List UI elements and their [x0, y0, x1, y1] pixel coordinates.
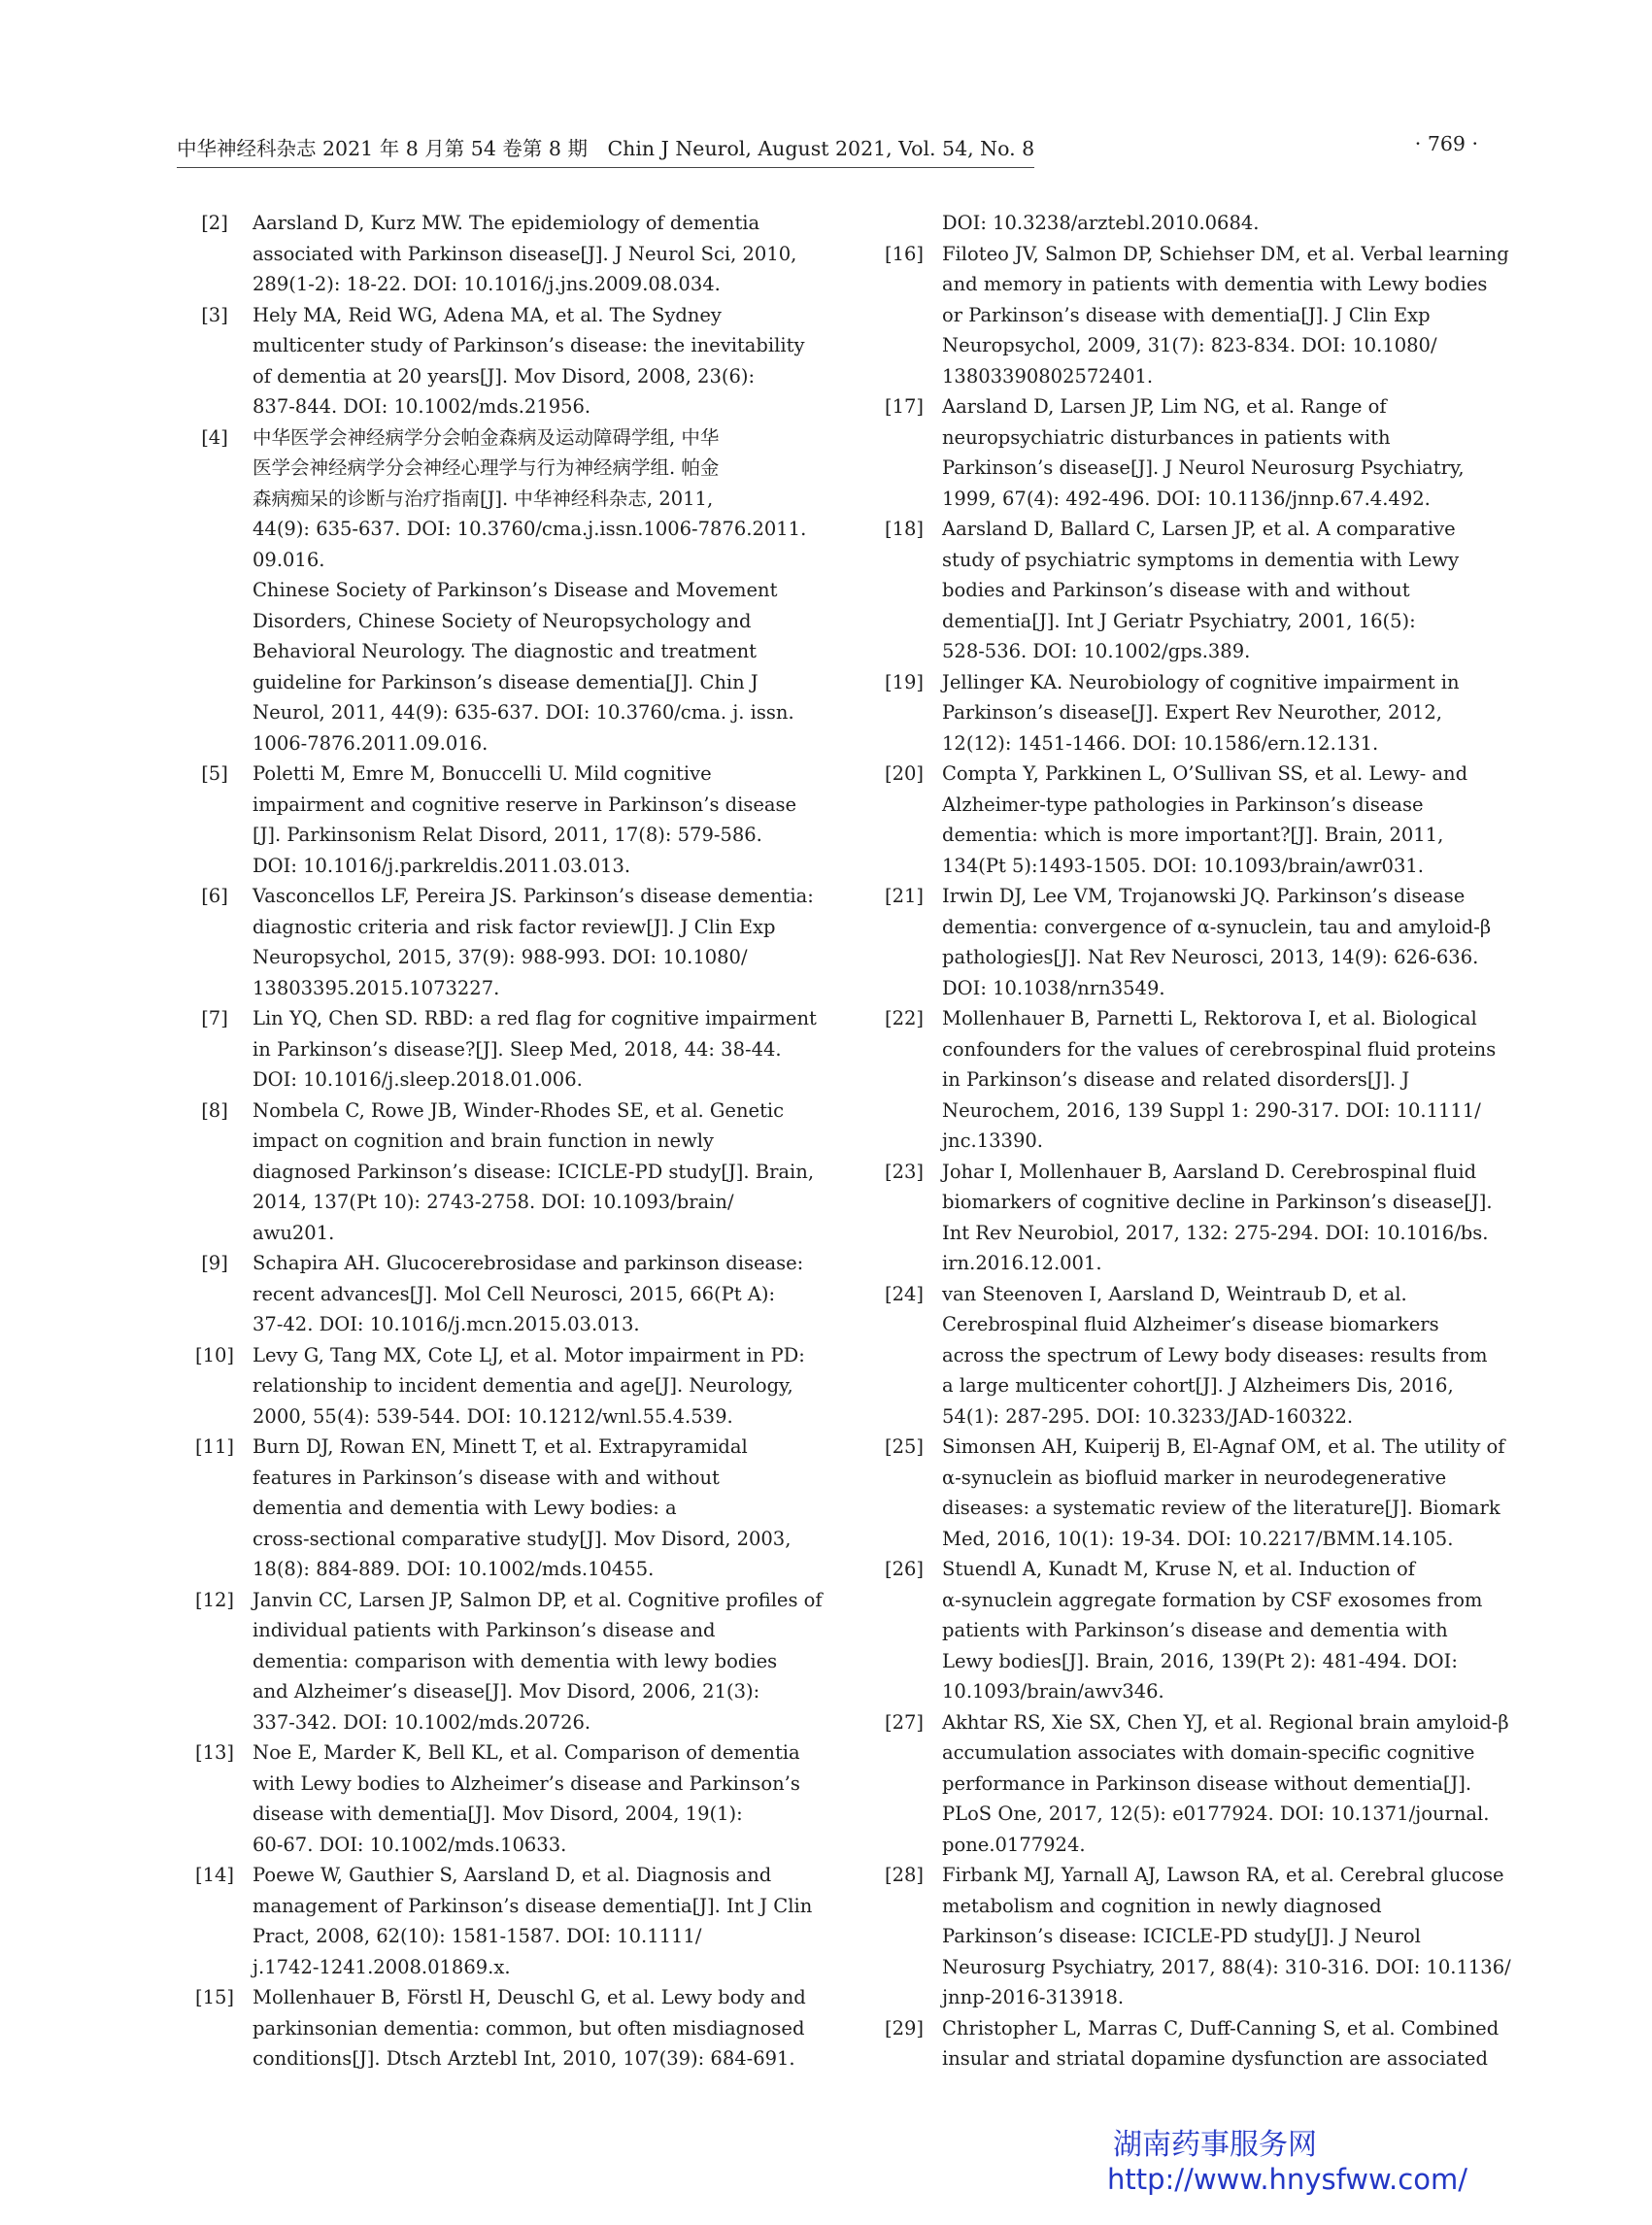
reference-line: Parkinson’s disease[J]. J Neurol Neurosurg Psychiatry,: [942, 456, 1465, 479]
reference-line: a large multicenter cohort[J]. J Alzheimers Dis, 2016,: [942, 1374, 1454, 1397]
reference-text: [253, 1340, 805, 1433]
reference-number: [6]: [201, 885, 228, 907]
reference-line: 54(1): 287-295. DOI: 10.3233/JAD-160322.: [942, 1404, 1354, 1428]
reference-line: 09.016.: [253, 548, 325, 571]
reference-line: features in Parkinson’s disease with and without: [253, 1466, 720, 1489]
reference-line: Aarsland D, Kurz MW. The epidemiology of dementia: [253, 212, 760, 234]
reference-line: 837-844. DOI: 10.1002/mds.21956.: [253, 395, 591, 418]
reference-line: Poewe W, Gauthier S, Aarsland D, et al. Diagnosis and: [253, 1864, 772, 1886]
reference-text: [253, 881, 814, 1003]
reference-line: 中华医学会神经病学分会帕金森病及运动障碍学组, 中华: [253, 425, 720, 449]
reference-line: Levy G, Tang MX, Cote LJ, et al. Motor impairment in PD:: [253, 1343, 805, 1366]
reference-entry: [177, 1340, 886, 1433]
reference-text: [942, 881, 1491, 1003]
reference-line: of dementia at 20 years[J]. Mov Disord, 2008, 23(6):: [253, 364, 756, 388]
reference-line: Med, 2016, 10(1): 19-34. DOI: 10.2217/BMM.14.105.: [942, 1527, 1454, 1550]
reference-number: [14]: [194, 1864, 235, 1886]
page-number: · 769 ·: [1414, 132, 1478, 155]
reference-line: j.1742-1241.2008.01869.x.: [253, 1955, 511, 1978]
reference-line: Akhtar RS, Xie SX, Chen YJ, et al. Regional brain amyloid-β: [942, 1710, 1509, 1734]
reference-entry: [866, 881, 1575, 1003]
reference-line: van Steenoven I, Aarsland D, Weintraub D, et al.: [942, 1282, 1407, 1305]
reference-line: Pract, 2008, 62(10): 1581-1587. DOI: 10.1111/: [253, 1925, 702, 1947]
reference-line: Neurochem, 2016, 139 Suppl 1: 290-317. DOI: 10.1111/: [942, 1098, 1481, 1122]
reference-line: guideline for Parkinson’s disease dementia[J]. Chin J: [253, 670, 759, 693]
reference-line: in Parkinson’s disease?[J]. Sleep Med, 2018, 44: 38-44.: [253, 1037, 782, 1061]
reference-line: parkinsonian dementia: common, but often misdiagnosed: [253, 2016, 805, 2040]
reference-line: 1006-7876.2011.09.016.: [253, 731, 489, 755]
reference-number: [28]: [884, 1864, 925, 1886]
reference-line: impact on cognition and brain function in newly: [253, 1129, 714, 1152]
reference-text: [942, 1279, 1487, 1433]
reference-entry: [866, 208, 1575, 239]
reference-line: across the spectrum of Lewy body diseases: results from: [942, 1343, 1488, 1366]
reference-number: [7]: [201, 1007, 228, 1029]
reference-number: [8]: [201, 1098, 228, 1122]
reference-line: jnc.13390.: [942, 1129, 1043, 1152]
reference-line: 289(1-2): 18-22. DOI: 10.1016/j.jns.2009.08.034.: [253, 273, 721, 295]
page-header: [177, 132, 1478, 161]
reference-line: and memory in patients with dementia with Lewy bodies: [942, 273, 1488, 295]
reference-line: Noe E, Marder K, Bell KL, et al. Comparison of dementia: [253, 1741, 800, 1764]
reference-line: in Parkinson’s disease and related disorders[J]. J: [942, 1068, 1410, 1091]
reference-line: Neuropsychol, 2009, 31(7): 823-834. DOI: 10.1080/: [942, 334, 1437, 356]
reference-entry: [866, 1432, 1575, 1554]
reference-line: dementia[J]. Int J Geriatr Psychiatry, 2001, 16(5):: [942, 609, 1416, 632]
reference-line: Aarsland D, Larsen JP, Lim NG, et al. Range of: [942, 395, 1387, 418]
reference-number: [19]: [884, 670, 925, 693]
reference-line: neuropsychiatric disturbances in patients with: [942, 425, 1391, 449]
reference-text: [942, 1157, 1493, 1279]
reference-text: [942, 2013, 1499, 2074]
reference-line: Poletti M, Emre M, Bonuccelli U. Mild cognitive: [253, 762, 712, 785]
reference-number: [4]: [201, 425, 228, 449]
reference-number: [9]: [201, 1252, 228, 1274]
reference-line: impairment and cognitive reserve in Parkinson’s disease: [253, 792, 797, 816]
reference-line: [J]. Parkinsonism Relat Disord, 2011, 17(8): 579-586.: [253, 824, 762, 846]
reference-text: [942, 514, 1474, 667]
reference-number: [18]: [884, 518, 925, 540]
reference-line: study of psychiatric symptoms in dementia with Lewy: [942, 548, 1460, 571]
reference-line: insular and striatal dopamine dysfunction are associated: [942, 2047, 1488, 2070]
reference-text: [253, 1432, 791, 1585]
watermark-site-name: 湖南药事服务网: [1113, 2128, 1317, 2162]
references-right-column: [866, 208, 1575, 2074]
reference-line: and Alzheimer’s disease[J]. Mov Disord, 2006, 21(3):: [253, 1680, 760, 1702]
reference-text: [253, 1585, 823, 1738]
reference-number: [26]: [884, 1558, 925, 1580]
reference-line: Parkinson’s disease[J]. Expert Rev Neurother, 2012,: [942, 701, 1442, 724]
reference-line: 13803390802572401.: [942, 364, 1154, 388]
reference-text: [253, 300, 804, 422]
reference-entry: [866, 1554, 1575, 1707]
reference-line: Compta Y, Parkkinen L, O’Sullivan SS, et al. Lewy- and: [942, 762, 1468, 785]
reference-line: Janvin CC, Larsen JP, Salmon DP, et al. Cognitive profiles of: [253, 1588, 823, 1611]
references-left-column: [177, 208, 886, 2074]
reference-text: [942, 1003, 1496, 1157]
reference-line: irn.2016.12.001.: [942, 1252, 1102, 1274]
reference-number: [29]: [884, 2016, 925, 2040]
reference-line: Neurosurg Psychiatry, 2017, 88(4): 310-316. DOI: 10.1136/: [942, 1955, 1511, 1978]
reference-line: multicenter study of Parkinson’s disease: the inevitability: [253, 334, 805, 356]
reference-line: Mollenhauer B, Parnetti L, Rektorova I, et al. Biological: [942, 1007, 1477, 1029]
reference-number: [24]: [884, 1282, 925, 1305]
reference-line: 528-536. DOI: 10.1002/gps.389.: [942, 640, 1251, 662]
reference-entry: [177, 1585, 886, 1738]
reference-line: pone.0177924.: [942, 1833, 1086, 1856]
reference-text: [942, 667, 1474, 759]
reference-line: Stuendl A, Kunadt M, Kruse N, et al. Induction of: [942, 1558, 1416, 1580]
reference-line: or Parkinson’s disease with dementia[J]. J Clin Exp: [942, 303, 1431, 326]
watermark: [1107, 2129, 1496, 2197]
reference-entry: [177, 759, 886, 881]
reference-line: 44(9): 635-637. DOI: 10.3760/cma.j.issn.1006-7876.2011.: [253, 518, 807, 540]
reference-line: Irwin DJ, Lee VM, Trojanowski JQ. Parkinson’s disease: [942, 885, 1466, 907]
reference-line: dementia: convergence of α-synuclein, tau and amyloid-β: [942, 915, 1492, 938]
reference-line: recent advances[J]. Mol Cell Neurosci, 2015, 66(Pt A):: [253, 1282, 776, 1305]
reference-text: [942, 1432, 1505, 1554]
reference-line: pathologies[J]. Nat Rev Neurosci, 2013, 14(9): 626-636.: [942, 946, 1479, 968]
reference-line: Cerebrospinal fluid Alzheimer’s disease biomarkers: [942, 1313, 1439, 1335]
reference-text: [942, 759, 1474, 881]
reference-line: management of Parkinson’s disease dementia[J]. Int J Clin: [253, 1894, 813, 1917]
reference-line: Jellinger KA. Neurobiology of cognitive impairment in: [942, 670, 1460, 693]
reference-line: Johar I, Mollenhauer B, Aarsland D. Cerebrospinal fluid: [942, 1160, 1477, 1183]
reference-line: Filoteo JV, Salmon DP, Schiehser DM, et al. Verbal learning: [942, 242, 1509, 265]
reference-line: conditions[J]. Dtsch Arztebl Int, 2010, 107(39): 684-691.: [253, 2047, 795, 2070]
reference-line: Firbank MJ, Yarnall AJ, Lawson RA, et al. Cerebral glucose: [942, 1864, 1504, 1886]
reference-line: performance in Parkinson disease without dementia[J].: [942, 1771, 1472, 1795]
reference-text: [253, 1248, 803, 1340]
reference-line: diagnostic criteria and risk factor review[J]. J Clin Exp: [253, 915, 776, 938]
reference-number: [2]: [201, 212, 228, 234]
reference-line: Aarsland D, Ballard C, Larsen JP, et al. A comparative: [942, 518, 1456, 540]
reference-entry: [866, 1860, 1575, 2013]
reference-line: 60-67. DOI: 10.1002/mds.10633.: [253, 1833, 567, 1856]
reference-entry: [866, 1003, 1575, 1157]
reference-number: [23]: [884, 1160, 925, 1183]
reference-text: [942, 1554, 1482, 1707]
reference-line: cross-sectional comparative study[J]. Mov Disord, 2003,: [253, 1527, 792, 1550]
reference-number: [3]: [201, 303, 228, 326]
reference-line: 12(12): 1451-1466. DOI: 10.1586/ern.12.131.: [942, 731, 1379, 755]
reference-entry: [177, 1096, 886, 1249]
reference-number: [22]: [884, 1007, 925, 1029]
reference-entry: [177, 1982, 886, 2074]
reference-text: [253, 1096, 814, 1249]
reference-text: [942, 1707, 1509, 1861]
reference-line: Christopher L, Marras C, Duff-Canning S, et al. Combined: [942, 2016, 1500, 2040]
reference-entry: [866, 1157, 1575, 1279]
reference-line: Disorders, Chinese Society of Neuropsychology and: [253, 609, 752, 632]
reference-line: with Lewy bodies to Alzheimer’s disease and Parkinson’s: [253, 1771, 800, 1795]
reference-text: [253, 1982, 806, 2074]
reference-text: [253, 208, 796, 300]
reference-line: DOI: 10.1016/j.sleep.2018.01.006.: [253, 1068, 583, 1091]
journal-header: 中华神经科杂志 2021 年 8 月第 54 卷第 8 期 Chin J Neurol, August 2021, Vol. 54, No. 8: [177, 132, 1034, 168]
reference-entry: [866, 667, 1575, 759]
reference-line: patients with Parkinson’s disease and dementia with: [942, 1619, 1448, 1641]
reference-line: diseases: a systematic review of the literature[J]. Biomark: [942, 1497, 1500, 1519]
reference-line: Burn DJ, Rowan EN, Minett T, et al. Extrapyramidal: [253, 1435, 748, 1458]
reference-entry: [866, 239, 1575, 392]
reference-line: jnnp-2016-313918.: [942, 1986, 1125, 2008]
reference-line: accumulation associates with domain-specific cognitive: [942, 1741, 1475, 1764]
reference-line: relationship to incident dementia and age[J]. Neurology,: [253, 1374, 793, 1397]
reference-line: α-synuclein as biofluid marker in neurodegenerative: [942, 1466, 1447, 1489]
reference-number: [17]: [884, 395, 925, 418]
reference-number: [10]: [194, 1343, 235, 1366]
reference-line: individual patients with Parkinson’s disease and: [253, 1619, 716, 1641]
reference-entry: [866, 1707, 1575, 1861]
reference-line: Simonsen AH, Kuiperij B, El-Agnaf OM, et al. The utility of: [942, 1435, 1505, 1458]
reference-line: Hely MA, Reid WG, Adena MA, et al. The Sydney: [253, 303, 722, 326]
reference-line: Mollenhauer B, Förstl H, Deuschl G, et al. Lewy body and: [253, 1986, 806, 2008]
reference-text: [253, 422, 806, 759]
reference-number: [12]: [194, 1588, 235, 1611]
reference-text: [253, 1003, 817, 1096]
reference-line: 1999, 67(4): 492-496. DOI: 10.1136/jnnp.67.4.492.: [942, 487, 1431, 510]
watermark-url: http://www.hnysfww.com/: [1107, 2163, 1467, 2196]
reference-entry: [177, 881, 886, 1003]
reference-line: 2014, 137(Pt 10): 2743-2758. DOI: 10.1093/brain/: [253, 1191, 734, 1213]
reference-line: Nombela C, Rowe JB, Winder-Rhodes SE, et al. Genetic: [253, 1098, 785, 1122]
reference-line: awu201.: [253, 1221, 335, 1244]
reference-line: PLoS One, 2017, 12(5): e0177924. DOI: 10.1371/journal.: [942, 1803, 1490, 1825]
reference-text: [253, 759, 796, 881]
reference-text: [942, 391, 1474, 514]
reference-line: Neuropsychol, 2015, 37(9): 988-993. DOI: 10.1080/: [253, 946, 748, 968]
reference-line: DOI: 10.1038/nrn3549.: [942, 976, 1165, 999]
reference-line: Parkinson’s disease: ICICLE-PD study[J]. J Neurol: [942, 1925, 1421, 1947]
reference-number: [11]: [194, 1435, 235, 1458]
reference-line: Alzheimer-type pathologies in Parkinson’s disease: [942, 792, 1424, 816]
reference-entry: [177, 1248, 886, 1340]
reference-text: [253, 1860, 812, 1982]
reference-line: disease with dementia[J]. Mov Disord, 2004, 19(1):: [253, 1803, 743, 1825]
reference-line: 10.1093/brain/awv346.: [942, 1680, 1164, 1702]
reference-line: diagnosed Parkinson’s disease: ICICLE-PD study[J]. Brain,: [253, 1160, 815, 1183]
reference-line: 医学会神经病学分会神经心理学与行为神经病学组. 帕金: [253, 456, 720, 479]
reference-line: dementia: comparison with dementia with lewy bodies: [253, 1649, 778, 1672]
reference-text: [942, 239, 1509, 392]
reference-line: 37-42. DOI: 10.1016/j.mcn.2015.03.013.: [253, 1313, 640, 1335]
reference-number: [25]: [884, 1435, 925, 1458]
reference-entry: [177, 1432, 886, 1585]
reference-line: metabolism and cognition in newly diagnosed: [942, 1894, 1382, 1917]
reference-line: dementia: which is more important?[J]. Brain, 2011,: [942, 824, 1444, 846]
reference-entry: [177, 1860, 886, 1982]
reference-line: 13803395.2015.1073227.: [253, 976, 500, 999]
reference-line: biomarkers of cognitive decline in Parkinson’s disease[J].: [942, 1191, 1493, 1213]
reference-entry: [177, 422, 886, 759]
reference-line: 2000, 55(4): 539-544. DOI: 10.1212/wnl.55.4.539.: [253, 1404, 733, 1428]
reference-number: [27]: [884, 1710, 925, 1734]
reference-line: 18(8): 884-889. DOI: 10.1002/mds.10455.: [253, 1558, 655, 1580]
reference-number: [5]: [201, 762, 228, 785]
reference-line: DOI: 10.1016/j.parkreldis.2011.03.013.: [253, 854, 631, 877]
reference-number: [13]: [194, 1741, 235, 1764]
reference-entry: [177, 1003, 886, 1096]
reference-number: [15]: [194, 1986, 235, 2008]
reference-line: Schapira AH. Glucocerebrosidase and parkinson disease:: [253, 1252, 804, 1274]
reference-entry: [866, 1279, 1575, 1433]
reference-text: [942, 208, 1474, 239]
reference-text: [942, 1860, 1511, 2013]
reference-line: Vasconcellos LF, Pereira JS. Parkinson’s disease dementia:: [253, 885, 814, 907]
reference-line: dementia and dementia with Lewy bodies: a: [253, 1497, 677, 1519]
reference-line: 134(Pt 5):1493-1505. DOI: 10.1093/brain/awr031.: [942, 854, 1424, 877]
reference-line: Lin YQ, Chen SD. RBD: a red flag for cognitive impairment: [253, 1007, 817, 1029]
reference-entry: [866, 391, 1575, 514]
reference-line: bodies and Parkinson’s disease with and without: [942, 579, 1410, 601]
reference-entry: [866, 514, 1575, 667]
reference-line: confounders for the values of cerebrospinal fluid proteins: [942, 1037, 1497, 1061]
reference-number: [21]: [884, 885, 925, 907]
reference-line: 337-342. DOI: 10.1002/mds.20726.: [253, 1710, 591, 1734]
reference-line: Chinese Society of Parkinson’s Disease and Movement: [253, 579, 778, 601]
reference-line: α-synuclein aggregate formation by CSF exosomes from: [942, 1588, 1483, 1611]
reference-entry: [177, 1737, 886, 1860]
reference-line: 森病痴呆的诊断与治疗指南[J]. 中华神经科杂志, 2011,: [253, 487, 714, 510]
reference-entry: [177, 208, 886, 300]
reference-text: [253, 1737, 800, 1860]
reference-line: Behavioral Neurology. The diagnostic and treatment: [253, 640, 758, 662]
reference-entry: [866, 2013, 1575, 2074]
reference-number: [16]: [884, 242, 925, 265]
reference-line: Neurol, 2011, 44(9): 635-637. DOI: 10.3760/cma. j. issn.: [253, 701, 794, 724]
reference-line: DOI: 10.3238/arztebl.2010.0684.: [942, 212, 1260, 234]
reference-line: Int Rev Neurobiol, 2017, 132: 275-294. DOI: 10.1016/bs.: [942, 1221, 1489, 1244]
reference-entry: [177, 300, 886, 422]
reference-entry: [866, 759, 1575, 881]
reference-line: associated with Parkinson disease[J]. J Neurol Sci, 2010,: [253, 242, 797, 265]
reference-number: [20]: [884, 762, 925, 785]
reference-line: Lewy bodies[J]. Brain, 2016, 139(Pt 2): 481-494. DOI:: [942, 1649, 1458, 1672]
